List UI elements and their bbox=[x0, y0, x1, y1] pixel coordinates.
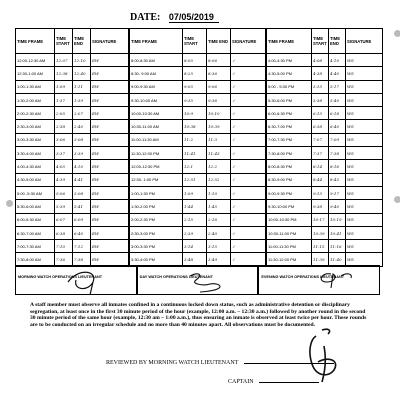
time-frame-cell: 5:00 -5:30 AM bbox=[16, 186, 55, 199]
time-frame-cell: 6:30-7:00 PM bbox=[267, 120, 312, 133]
captain-signature bbox=[288, 326, 348, 388]
signature-cell: EW bbox=[91, 54, 129, 67]
time-frame-cell: 8:00-8:30 AM bbox=[130, 54, 183, 67]
time-end-cell: 9:40 bbox=[329, 200, 346, 213]
signature-cell: WS bbox=[346, 173, 383, 186]
log-row bbox=[267, 160, 383, 173]
signature-cell: WS bbox=[346, 80, 383, 93]
time-end-cell: 10:10 bbox=[207, 107, 231, 120]
time-end-cell: 4:40 bbox=[329, 67, 346, 80]
log-row bbox=[16, 160, 129, 173]
signature-cell: ✓ bbox=[231, 253, 266, 266]
log-row bbox=[267, 120, 383, 133]
time-start-cell: 12:38 bbox=[55, 67, 73, 80]
signature-cell: EW bbox=[91, 173, 129, 186]
time-end-cell: 6:18 bbox=[329, 107, 346, 120]
date-line bbox=[130, 12, 219, 23]
time-end-cell: 5:40 bbox=[329, 93, 346, 106]
time-frame-cell: 10:00-10:30 PM bbox=[267, 213, 312, 226]
time-frame-cell: 7:30-8:00 PM bbox=[267, 147, 312, 160]
time-end-cell: 8:16 bbox=[329, 160, 346, 173]
log-header-row bbox=[130, 29, 266, 54]
time-end-cell: 10:39 bbox=[207, 120, 231, 133]
time-frame-cell: 4:30-5:00 PM bbox=[267, 67, 312, 80]
time-end-cell: 4:41 bbox=[73, 173, 91, 186]
time-frame-cell: 8:30-9:00 PM bbox=[267, 173, 312, 186]
signature-cell: WS bbox=[346, 133, 383, 146]
log-row bbox=[130, 93, 266, 106]
time-end-cell: 12:2 bbox=[207, 160, 231, 173]
time-end-cell: 7:09 bbox=[329, 133, 346, 146]
time-frame-cell: 9:00-9:30 PM bbox=[267, 186, 312, 199]
time-frame-cell: 11:00-11:30 PM bbox=[267, 240, 312, 253]
log-row bbox=[267, 54, 383, 67]
time-start-cell: 7:36 bbox=[55, 253, 73, 266]
log-row bbox=[16, 240, 129, 253]
time-end-cell: 11:3 bbox=[207, 133, 231, 146]
log-row bbox=[267, 80, 383, 93]
log-row bbox=[16, 80, 129, 93]
morning-lieutenant-signature bbox=[38, 268, 128, 296]
time-frame-cell: 9:30-10:00 PM bbox=[267, 200, 312, 213]
time-end-cell: 12:40 bbox=[73, 67, 91, 80]
signature-cell: WS bbox=[346, 93, 383, 106]
time-start-cell: 1:44 bbox=[183, 200, 207, 213]
signature-cell: ✓ bbox=[231, 186, 266, 199]
signature-cell: ✓ bbox=[231, 226, 266, 239]
signature-cell: ✓ bbox=[231, 67, 266, 80]
time-start-cell: 2:05 bbox=[55, 107, 73, 120]
log-row bbox=[16, 120, 129, 133]
time-frame-cell: 1:00-1:30 PM bbox=[130, 186, 183, 199]
log-row bbox=[16, 226, 129, 239]
time-end-cell: 7:12 bbox=[73, 240, 91, 253]
col-time-frame: TIME FRAME bbox=[267, 29, 312, 54]
time-start-cell: 3:37 bbox=[55, 147, 73, 160]
day-lieutenant-signature bbox=[160, 268, 250, 296]
time-frame-cell: 3:00-3:30 AM bbox=[16, 133, 55, 146]
signature-cell: WS bbox=[346, 120, 383, 133]
time-end-cell: 3:08 bbox=[73, 133, 91, 146]
time-start-cell: 3:48 bbox=[183, 253, 207, 266]
time-end-cell: 2:07 bbox=[73, 107, 91, 120]
time-start-cell: 9:05 bbox=[183, 80, 207, 93]
time-frame-cell: 7:30-8:00 AM bbox=[16, 253, 55, 266]
hole-punch-mark bbox=[394, 30, 400, 37]
log-row bbox=[16, 186, 129, 199]
time-start-cell: 1:09 bbox=[183, 186, 207, 199]
log-row bbox=[130, 240, 266, 253]
signature-cell: EW bbox=[91, 186, 129, 199]
time-start-cell: 3:14 bbox=[183, 240, 207, 253]
time-frame-cell: 5:00 - 5:30 PM bbox=[267, 80, 312, 93]
time-frame-cell: 7:00-7:30 AM bbox=[16, 240, 55, 253]
morning-lieutenant-box bbox=[15, 265, 137, 295]
signature-cell: EW bbox=[91, 213, 129, 226]
log-row bbox=[16, 200, 129, 213]
time-start-cell: 10:9 bbox=[183, 107, 207, 120]
signature-cell: WS bbox=[346, 253, 383, 266]
evening-lieutenant-label: EVENING WATCH OPERATIONS LIEUTENANT bbox=[261, 275, 345, 279]
time-frame-cell: 1:30-2:00 AM bbox=[16, 93, 55, 106]
time-start-cell: 4:08 bbox=[312, 54, 329, 67]
time-frame-cell: 3:30-4:00 PM bbox=[130, 253, 183, 266]
signature-cell: EW bbox=[91, 120, 129, 133]
time-end-cell: 1:45 bbox=[207, 200, 231, 213]
log-row bbox=[130, 54, 266, 67]
col-time-start: TIME START bbox=[312, 29, 329, 54]
log-row bbox=[16, 93, 129, 106]
time-end-cell: 5:17 bbox=[329, 80, 346, 93]
log-row bbox=[267, 93, 383, 106]
log-row bbox=[267, 213, 383, 226]
date-label: DATE: bbox=[130, 12, 161, 23]
time-end-cell: 2:16 bbox=[207, 213, 231, 226]
time-end-cell: 1:11 bbox=[73, 80, 91, 93]
time-start-cell: 11:41 bbox=[183, 147, 207, 160]
signature-cell: ✓ bbox=[231, 54, 266, 67]
time-start-cell: 12:1 bbox=[183, 160, 207, 173]
time-frame-cell: 8:00-8:30 PM bbox=[267, 160, 312, 173]
time-start-cell: 9:15 bbox=[312, 186, 329, 199]
time-end-cell: 9:06 bbox=[207, 80, 231, 93]
signature-cell: WS bbox=[346, 186, 383, 199]
log-row bbox=[130, 200, 266, 213]
signature-cell: WS bbox=[346, 226, 383, 239]
signature-cell: WS bbox=[346, 213, 383, 226]
signature-cell: WS bbox=[346, 67, 383, 80]
time-frame-cell: 10:30-11:00 PM bbox=[267, 226, 312, 239]
time-end-cell: 8:06 bbox=[207, 54, 231, 67]
time-end-cell: 12:10 bbox=[73, 54, 91, 67]
time-start-cell: 4:39 bbox=[55, 173, 73, 186]
time-end-cell: 7:38 bbox=[329, 147, 346, 160]
time-end-cell: 4:10 bbox=[329, 54, 346, 67]
time-start-cell: 11:15 bbox=[312, 240, 329, 253]
signature-cell: EW bbox=[91, 93, 129, 106]
log-row bbox=[16, 54, 129, 67]
log-row bbox=[130, 120, 266, 133]
time-start-cell: 5:39 bbox=[55, 200, 73, 213]
signature-cell: EW bbox=[91, 160, 129, 173]
time-start-cell: 7:07 bbox=[312, 133, 329, 146]
time-start-cell: 7:10 bbox=[55, 240, 73, 253]
time-frame-cell: 5:30-6:00 AM bbox=[16, 200, 55, 213]
time-frame-cell: 6:30-7:00 AM bbox=[16, 226, 55, 239]
time-start-cell: 5:15 bbox=[312, 80, 329, 93]
time-start-cell: 1:37 bbox=[55, 93, 73, 106]
col-time-start: TIME START bbox=[55, 29, 73, 54]
signature-cell: EW bbox=[91, 253, 129, 266]
col-time-end: TIME END bbox=[207, 29, 231, 54]
time-frame-cell: 11:00-11:30 AM bbox=[130, 133, 183, 146]
col-time-end: TIME END bbox=[73, 29, 91, 54]
time-end-cell: 9:36 bbox=[207, 93, 231, 106]
log-table-morning bbox=[15, 28, 129, 267]
signature-cell: ✓ bbox=[231, 107, 266, 120]
time-frame-cell: 5:30-6:00 PM bbox=[267, 93, 312, 106]
log-header-row bbox=[16, 29, 129, 54]
time-frame-cell: 3:00-3:30 PM bbox=[130, 240, 183, 253]
time-start-cell: 1:09 bbox=[55, 80, 73, 93]
time-end-cell: 7:38 bbox=[73, 253, 91, 266]
time-frame-cell: 12:00-12:30 AM bbox=[16, 54, 55, 67]
signature-cell: ✓ bbox=[231, 213, 266, 226]
time-end-cell: 11:43 bbox=[207, 147, 231, 160]
time-start-cell: 4:05 bbox=[55, 160, 73, 173]
time-start-cell: 9:35 bbox=[183, 93, 207, 106]
log-header-row bbox=[267, 29, 383, 54]
log-row bbox=[130, 160, 266, 173]
time-frame-cell: 6:00-6:30 PM bbox=[267, 107, 312, 120]
time-end-cell: 2:40 bbox=[207, 226, 231, 239]
signature-cell: EW bbox=[91, 133, 129, 146]
log-table-day bbox=[129, 28, 266, 267]
col-time-start: TIME START bbox=[183, 29, 207, 54]
time-start-cell: 11:39 bbox=[312, 253, 329, 266]
time-start-cell: 10:38 bbox=[183, 120, 207, 133]
time-end-cell: 8:36 bbox=[207, 67, 231, 80]
col-time-frame: TIME FRAME bbox=[16, 29, 55, 54]
log-row bbox=[16, 147, 129, 160]
signature-cell: EW bbox=[91, 107, 129, 120]
signature-cell: EW bbox=[91, 147, 129, 160]
observation-notice: A staff member must observe all inmates confined in a continuous locked down status, such as administrative detention or disciplinary segregation, at least once in the first 30 minute period of the hour (example, 12:00 a.m. – 12:30 a.m.) followed by another round in the second 30 minute period of the same hour (example, 12:30 am – 1:00 a.m.), thus ensuring an inmate is observed at least twice per hour. These rounds are to be conducted on an irregular schedule and no more than 40 minutes apart. All observations must be documented. bbox=[30, 302, 367, 328]
time-frame-cell: 4:00-4:30 PM bbox=[267, 54, 312, 67]
time-end-cell: 3:39 bbox=[73, 147, 91, 160]
captain-label: CAPTAIN bbox=[228, 379, 254, 385]
log-row bbox=[130, 186, 266, 199]
log-row bbox=[267, 226, 383, 239]
time-frame-cell: 8:30- 9:00 AM bbox=[130, 67, 183, 80]
time-frame-cell: 2:00-2:30 PM bbox=[130, 213, 183, 226]
time-start-cell: 8:25 bbox=[183, 67, 207, 80]
signature-cell: WS bbox=[346, 200, 383, 213]
signature-cell: ✓ bbox=[231, 147, 266, 160]
time-end-cell: 3:15 bbox=[207, 240, 231, 253]
time-end-cell: 10:41 bbox=[329, 226, 346, 239]
log-row bbox=[130, 213, 266, 226]
day-lieutenant-label: DAY WATCH OPERATIONS LIEUTENANT bbox=[139, 275, 213, 279]
time-end-cell: 11:16 bbox=[329, 240, 346, 253]
time-start-cell: 3:06 bbox=[55, 133, 73, 146]
time-frame-cell: 6:00-6:30 AM bbox=[16, 213, 55, 226]
signature-cell: EW bbox=[91, 80, 129, 93]
time-frame-cell: 4:00-4:30 AM bbox=[16, 160, 55, 173]
time-frame-cell: 2:30-3:00 PM bbox=[130, 226, 183, 239]
signature-cell: ✓ bbox=[231, 173, 266, 186]
log-row bbox=[16, 107, 129, 120]
time-end-cell: 5:08 bbox=[73, 186, 91, 199]
signature-cell: ✓ bbox=[231, 93, 266, 106]
time-frame-cell: 9:30-10:00 AM bbox=[130, 93, 183, 106]
time-frame-cell: 3:30-4:00 AM bbox=[16, 147, 55, 160]
time-frame-cell: 1:00-1:30 AM bbox=[16, 80, 55, 93]
col-time-end: TIME END bbox=[329, 29, 346, 54]
time-end-cell: 11:40 bbox=[329, 253, 346, 266]
signature-cell: ✓ bbox=[231, 120, 266, 133]
time-frame-cell: 1:30-2:00 PM bbox=[130, 200, 183, 213]
signature-cell: WS bbox=[346, 240, 383, 253]
log-row bbox=[16, 173, 129, 186]
time-frame-cell: 11:30-12:00 PM bbox=[130, 147, 183, 160]
time-end-cell: 4:10 bbox=[73, 160, 91, 173]
signature-cell: WS bbox=[346, 107, 383, 120]
signature-cell: EW bbox=[91, 226, 129, 239]
time-end-cell: 1:10 bbox=[207, 186, 231, 199]
log-row bbox=[130, 67, 266, 80]
time-start-cell: 2:38 bbox=[55, 120, 73, 133]
col-signature: SIGNATURE bbox=[346, 29, 383, 54]
hole-punch-mark bbox=[6, 200, 13, 207]
time-start-cell: 4:38 bbox=[312, 67, 329, 80]
time-frame-cell: 12:00-12:30 PM bbox=[130, 160, 183, 173]
time-frame-cell: 2:00-2:30 AM bbox=[16, 107, 55, 120]
signature-cell: ✓ bbox=[231, 160, 266, 173]
page-top-edge bbox=[0, 0, 400, 4]
col-signature: SIGNATURE bbox=[91, 29, 129, 54]
time-frame-cell: 10:30-11:00 AM bbox=[130, 120, 183, 133]
log-row bbox=[267, 240, 383, 253]
signature-cell: EW bbox=[91, 200, 129, 213]
time-start-cell: 10:39 bbox=[312, 226, 329, 239]
time-end-cell: 6:40 bbox=[73, 226, 91, 239]
log-row bbox=[130, 107, 266, 120]
time-end-cell: 6:40 bbox=[329, 120, 346, 133]
date-value: 07/05/2019 bbox=[169, 12, 219, 23]
log-row bbox=[267, 186, 383, 199]
log-row bbox=[267, 200, 383, 213]
log-row bbox=[267, 133, 383, 146]
signature-cell: EW bbox=[91, 67, 129, 80]
signature-cell: ✓ bbox=[231, 200, 266, 213]
lieutenant-signature-row bbox=[15, 265, 380, 295]
time-end-cell: 1:39 bbox=[73, 93, 91, 106]
time-start-cell: 6:07 bbox=[55, 213, 73, 226]
signature-cell: ✓ bbox=[231, 240, 266, 253]
time-start-cell: 5:38 bbox=[312, 93, 329, 106]
signature-cell: ✓ bbox=[231, 80, 266, 93]
morning-lieutenant-label: MORNING WATCH OPERATIONS LIEUTENANT bbox=[18, 275, 103, 279]
time-start-cell: 10:17 bbox=[312, 213, 329, 226]
time-start-cell: 8:44 bbox=[312, 173, 329, 186]
time-start-cell: 7:37 bbox=[312, 147, 329, 160]
time-end-cell: 5:41 bbox=[73, 200, 91, 213]
evening-lieutenant-box bbox=[258, 265, 380, 295]
time-frame-cell: 4:30-5:00 AM bbox=[16, 173, 55, 186]
reviewed-by-label: REVIEWED BY MORNING WATCH LIEUTENANT bbox=[106, 360, 239, 366]
col-signature: SIGNATURE bbox=[231, 29, 266, 54]
log-row bbox=[130, 147, 266, 160]
round-log-tables bbox=[15, 28, 383, 267]
time-end-cell: 3:49 bbox=[207, 253, 231, 266]
log-row bbox=[267, 173, 383, 186]
time-start-cell: 6:38 bbox=[55, 226, 73, 239]
time-frame-cell: 7:00-7:30 PM bbox=[267, 133, 312, 146]
time-start-cell: 5:06 bbox=[55, 186, 73, 199]
time-start-cell: 6:15 bbox=[312, 107, 329, 120]
hole-punch-mark bbox=[394, 196, 400, 203]
log-row bbox=[16, 67, 129, 80]
signature-cell: EW bbox=[91, 240, 129, 253]
log-row bbox=[16, 133, 129, 146]
time-start-cell: 2:39 bbox=[183, 226, 207, 239]
time-start-cell: 8:05 bbox=[183, 54, 207, 67]
signature-cell: WS bbox=[346, 54, 383, 67]
time-end-cell: 6:09 bbox=[73, 213, 91, 226]
time-end-cell: 9:17 bbox=[329, 186, 346, 199]
log-row bbox=[267, 67, 383, 80]
time-frame-cell: 10:00-10:30 AM bbox=[130, 107, 183, 120]
log-row bbox=[130, 80, 266, 93]
log-row bbox=[267, 107, 383, 120]
time-frame-cell: 2:30-3:00 AM bbox=[16, 120, 55, 133]
time-frame-cell: 12:30- 1:00 PM bbox=[130, 173, 183, 186]
time-start-cell: 6:38 bbox=[312, 120, 329, 133]
time-start-cell: 8:14 bbox=[312, 160, 329, 173]
signature-cell: WS bbox=[346, 160, 383, 173]
time-start-cell: 12:07 bbox=[55, 54, 73, 67]
evening-lieutenant-signature bbox=[281, 268, 371, 296]
log-row bbox=[16, 213, 129, 226]
log-row bbox=[267, 147, 383, 160]
time-frame-cell: 12:30-1:00 AM bbox=[16, 67, 55, 80]
time-frame-cell: 9:00-9:30 AM bbox=[130, 80, 183, 93]
time-end-cell: 8:45 bbox=[329, 173, 346, 186]
time-end-cell: 12:52 bbox=[207, 173, 231, 186]
log-row bbox=[130, 173, 266, 186]
time-frame-cell: 11:30-12:00 PM bbox=[267, 253, 312, 266]
col-time-frame: TIME FRAME bbox=[130, 29, 183, 54]
day-lieutenant-box bbox=[137, 265, 259, 295]
log-row bbox=[130, 226, 266, 239]
log-table-evening bbox=[266, 28, 383, 267]
time-end-cell: 2:40 bbox=[73, 120, 91, 133]
time-start-cell: 11:2 bbox=[183, 133, 207, 146]
log-row bbox=[130, 133, 266, 146]
time-end-cell: 10:19 bbox=[329, 213, 346, 226]
signature-cell: ✓ bbox=[231, 133, 266, 146]
time-start-cell: 9:38 bbox=[312, 200, 329, 213]
signature-cell: WS bbox=[346, 147, 383, 160]
time-start-cell: 12:51 bbox=[183, 173, 207, 186]
time-start-cell: 2:15 bbox=[183, 213, 207, 226]
